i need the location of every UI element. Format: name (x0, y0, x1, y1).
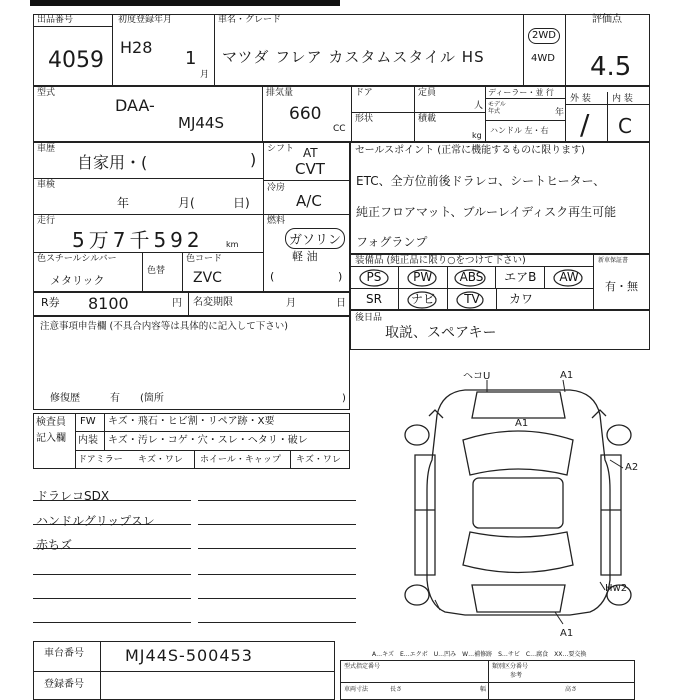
history-value: 自家用・( (77, 153, 148, 172)
circle-aw (554, 270, 582, 286)
equip-leather: カワ (508, 292, 533, 306)
post-value: 取説、スペアキー (385, 325, 497, 341)
remark-3: 赤ちズ (36, 538, 73, 552)
wheel-label: ホイール・キャップ (200, 455, 281, 465)
footer-small-5: 長さ (390, 686, 403, 693)
inspector-label: 検査員 (36, 417, 66, 428)
shift-cvt: CVT (295, 160, 325, 178)
left-doors (415, 455, 435, 575)
color-value-2: メタリック (50, 274, 105, 287)
expiry-day: 日 (336, 298, 346, 309)
sales-label: セールスポイント (正常に機能するものに限ります) (355, 145, 586, 156)
mileage-label: 走行 (37, 216, 56, 226)
sales-line-1: ETC、全方位前後ドラレコ、シートヒーター、 (356, 174, 606, 188)
shift-at: AT (303, 146, 318, 160)
exterior-grade: / (580, 108, 590, 141)
reg-year: H28 (120, 38, 153, 57)
mirror-label: ドアミラー (78, 455, 123, 465)
model-code: DAA- (115, 96, 155, 115)
equip-tv: TV (448, 288, 497, 310)
wheel-fr (607, 425, 631, 445)
interior-grade: C (618, 114, 632, 138)
exterior-label: 外 装 (570, 94, 591, 104)
mirror-right (592, 410, 606, 418)
hood (472, 392, 565, 418)
parts-close: ) (342, 393, 346, 404)
drive-2wd: 2WD (528, 28, 560, 44)
trunk (472, 585, 565, 612)
fw-label: FW (80, 416, 96, 427)
circle-abs (455, 270, 485, 286)
equip-airbag: エアB (496, 266, 545, 288)
circle-navi (408, 292, 436, 308)
reg-month: 1 (185, 48, 197, 69)
aircon-value: A/C (296, 192, 322, 210)
color-code: ZVC (193, 270, 222, 286)
aircon-label: 冷房 (267, 183, 286, 193)
equip-ps: PS (350, 266, 399, 288)
chassis-number: MJ44S-500453 (125, 646, 253, 665)
equipment-circles (350, 262, 600, 314)
inspection-month: 月( (178, 196, 195, 210)
lot-no-label: 出品番号 (37, 15, 74, 25)
repair-value: 有 (110, 393, 120, 404)
recycle-row (33, 292, 350, 316)
interior-label: 内 装 (612, 94, 633, 104)
remark-1: ドラレコSDX (36, 489, 110, 503)
recycle-yen: 円 (172, 298, 182, 309)
mirror-items: キズ・ワレ (138, 455, 183, 465)
drive-4wd: 4WD (531, 53, 555, 64)
rear-window (463, 532, 573, 573)
roof (473, 478, 563, 528)
notes-label: 注意事項申告欄 (不具合内容等は具体的に記入して下さい) (40, 321, 288, 332)
wheel-rl (405, 585, 429, 605)
record-label: 記入欄 (36, 433, 66, 444)
chassis-label: 車台番号 (44, 648, 84, 659)
car-diagram (395, 360, 665, 650)
expiry-month: 月 (286, 298, 296, 309)
displacement-value: 660 (289, 104, 322, 124)
expiry-label: 名変期限 (193, 297, 233, 308)
dealer-label: ディーラー・並 行 (488, 88, 554, 97)
footer-small-7: 高さ (565, 686, 578, 693)
circle-tv (457, 292, 483, 308)
person-unit: 人 (474, 101, 484, 111)
diagram-legend: A…キズ E…エクボ U…凹み W…補修跡 S…サビ C…腐食 XX…要交換 (372, 651, 587, 658)
year-unit: 年 (555, 108, 565, 118)
color-value-1: スチールシルバー (46, 254, 117, 264)
warranty-label: 新車保証書 (598, 257, 629, 264)
mark-roof: A1 (515, 418, 529, 429)
first-reg-label: 初度登録年月 (118, 15, 173, 25)
color-label (37, 254, 117, 264)
mark-right-side: A2 (625, 462, 639, 473)
shape-label: 形状 (355, 114, 374, 124)
recycle-value: 8100 (88, 294, 129, 313)
equip-aw: AW (559, 270, 579, 284)
color-code-label: 色コード (186, 254, 223, 264)
fw-items: キズ・飛石・ヒビ割・リペア跡・X要 (108, 416, 275, 427)
top-banner (30, 0, 340, 6)
repair-label: 修復歴 (50, 393, 80, 404)
sales-line-3: フォグランプ (356, 235, 428, 249)
equip-pw: PW (399, 266, 448, 288)
inspection-year: 年 (117, 196, 130, 210)
mark-rear: A1 (560, 628, 574, 639)
windshield (463, 431, 573, 475)
capacity-label: 定員 (418, 88, 437, 98)
parts-label: (箇所 (140, 393, 164, 404)
equip-abs: ABS (448, 266, 497, 288)
circle-ps (360, 270, 388, 286)
lot-number: 4059 (48, 48, 104, 73)
model-label: 型式 (37, 88, 56, 98)
mirror-left (429, 410, 443, 418)
car-name-label: 車名・グレード (218, 15, 282, 25)
footer-small-6: 幅 (480, 686, 487, 693)
fuel-paren-close: ) (338, 270, 343, 283)
score-label: 評価点 (592, 14, 622, 25)
fuel-diesel: 軽 油 (292, 250, 318, 263)
fuel-value: ガソリン (285, 228, 345, 249)
mark-front-2: A1 (560, 370, 574, 381)
warranty-value: 有・無 (605, 280, 638, 293)
footer-small-3: 参考 (510, 672, 523, 679)
interior-check-label: 内装 (78, 435, 98, 446)
mileage-value: 5万7千592 (72, 228, 204, 252)
month-unit: 月 (200, 70, 210, 80)
footer-small-2: 類別区分番号 (492, 663, 529, 670)
kg-unit: kg (472, 131, 482, 140)
footer-small-4: 車両寸法 (344, 686, 369, 693)
fuel-paren-open: ( (270, 270, 275, 283)
inspection-day: 日) (233, 196, 250, 210)
recycle-label: R券 (41, 296, 60, 309)
mark-rear-right: Hw2 (605, 583, 628, 594)
km-unit: km (226, 240, 239, 249)
load-label: 積載 (418, 114, 437, 124)
history-close: ) (250, 150, 257, 169)
wheel-items: キズ・ワレ (296, 455, 341, 465)
remark-2: ハンドルグリップスレ (36, 514, 155, 528)
shift-label: シフト (267, 144, 295, 154)
model-year-label: モデル年式 (488, 101, 506, 115)
wheel-fl (405, 425, 429, 445)
mark-front-1: ヘコU (463, 371, 491, 382)
equipment-label: 装備品 (純正品に限り○をつけて下さい) (355, 255, 526, 266)
right-doors (601, 455, 621, 575)
cc-unit: CC (333, 124, 346, 134)
sales-line-2: 純正フロアマット、ブルーレイディスク再生可能 (356, 205, 617, 219)
post-label: 後日品 (355, 313, 383, 323)
door-label: ドア (355, 88, 373, 98)
equip-navi: ナビ (399, 288, 448, 310)
reg-label: 登録番号 (44, 679, 84, 690)
color-label-text: 色 (37, 254, 47, 264)
car-name: マツダ フレア カスタムスタイル HS (222, 48, 485, 66)
circle-pw (408, 270, 436, 286)
fuel-label: 燃料 (267, 216, 286, 226)
color-change-label: 色替 (147, 266, 166, 276)
handle-label: ハンドル 左・右 (490, 126, 549, 135)
displacement-label: 排気量 (266, 88, 294, 98)
interior-check-items: キズ・汚レ・コゲ・穴・スレ・ヘタリ・破レ (108, 435, 308, 446)
footer-small-1: 型式指定番号 (344, 663, 381, 670)
model-code-2: MJ44S (178, 114, 224, 132)
equip-sr: SR (350, 288, 399, 310)
score-value: 4.5 (590, 52, 632, 82)
history-label: 車歴 (37, 144, 56, 154)
inspection-label: 車検 (37, 180, 56, 190)
